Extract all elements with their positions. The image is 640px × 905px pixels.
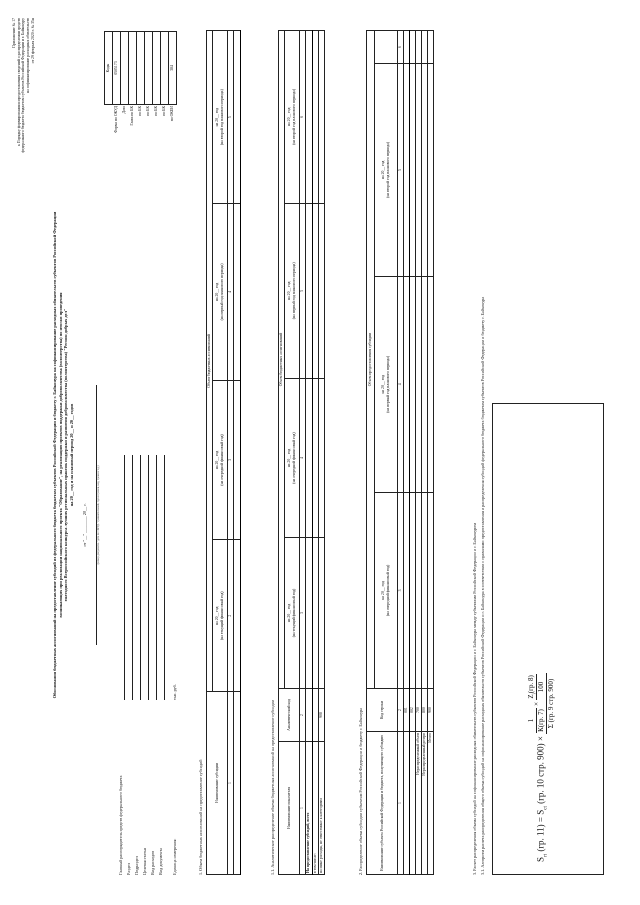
code-value bbox=[153, 32, 161, 105]
fraction-numerator bbox=[527, 673, 547, 734]
row-name: На предоставление субсидий, всего bbox=[305, 742, 312, 875]
field-row bbox=[158, 455, 166, 875]
col-num: 4 bbox=[300, 378, 306, 537]
code-value bbox=[145, 32, 153, 105]
fraction-denominator bbox=[547, 673, 556, 734]
units-value: тыс. руб. bbox=[172, 684, 177, 700]
codes-header: Коды bbox=[105, 32, 113, 105]
inner-fraction bbox=[527, 708, 546, 733]
title-line: ежегодного Всероссийского конкурса лучших региональных практик поддержки и развития добровольчества (волонтерства) "Регион добрых дел" bbox=[63, 308, 68, 602]
col-num: 1 bbox=[228, 692, 234, 875]
section3-sub: 3.1. Алгоритм расчета распределения общего объема субсидий на софинансирование расходных обязательств субъектов Российской Федерации и г. Байконура в соответствии с правилами предоставления и распределения субсидий федерального бюджета бюджетам субъектов Российской Федерации и бюджету г. Байконура bbox=[480, 296, 485, 875]
col-num: 5 bbox=[228, 31, 234, 204]
appendix-line: на софинансирование расходных обязательств bbox=[26, 18, 31, 93]
z-symbol: Z bbox=[527, 694, 535, 699]
group-header: Объем бюджетных ассигнований bbox=[279, 31, 285, 689]
units-row bbox=[172, 455, 180, 875]
field-label: Раздел bbox=[126, 863, 131, 875]
date-caption: (номер документа / дата по ОКУД / сравнительный, сдачи сроков, код, сроки и т.д.) bbox=[97, 465, 100, 565]
field-row bbox=[142, 455, 150, 875]
inner-num: 1 bbox=[527, 708, 537, 733]
year-label: на 20__ год bbox=[215, 282, 220, 302]
year-sub: (на текущий финансовый год) bbox=[292, 588, 296, 638]
z-args: (гр. 8) bbox=[527, 675, 535, 694]
col-num: 6 bbox=[398, 31, 404, 64]
year-label: на 20__ год bbox=[381, 375, 386, 394]
code-value bbox=[121, 32, 129, 105]
inner-den: К(гр. 7) bbox=[537, 709, 546, 732]
section11-title: 1.1. Аналитическое распределение объема бюджетных ассигнований на предоставление субсидии bbox=[270, 699, 275, 875]
section1-table bbox=[206, 30, 241, 875]
col-num: 3 bbox=[398, 492, 404, 688]
col-header: Аналитический код bbox=[279, 689, 300, 742]
form-title bbox=[52, 115, 74, 795]
group-header: Объем бюджетных ассигнований bbox=[207, 31, 213, 692]
formula-sub: ct bbox=[543, 806, 549, 810]
row-name: Нераспределенный объем bbox=[415, 732, 421, 875]
row-code: 700 bbox=[415, 689, 421, 732]
row-code: 002 bbox=[409, 689, 415, 732]
col-header: Наименование показателя bbox=[279, 742, 300, 875]
code-value bbox=[161, 32, 169, 105]
year-sub: (на очередной финансовый год) bbox=[220, 434, 224, 486]
field-label: Вид документа bbox=[158, 848, 163, 875]
section2-table bbox=[366, 30, 434, 875]
code-label: по БК bbox=[138, 106, 143, 116]
field-label: Целевая статья bbox=[142, 848, 147, 875]
sigma: Σ bbox=[547, 724, 556, 729]
codes-box bbox=[104, 31, 177, 167]
col-num: 4 bbox=[398, 276, 404, 492]
year-sub: (на второй год планового периода) bbox=[292, 88, 296, 145]
col-num: 6 bbox=[300, 31, 306, 204]
year-sub: (на первый год планового периода) bbox=[386, 355, 390, 413]
field-label: Главный распорядитель средств федерального бюджета bbox=[118, 775, 123, 875]
formula bbox=[527, 673, 556, 862]
inner-num bbox=[527, 674, 537, 699]
row-name: Нераспределенный резерв bbox=[421, 732, 427, 875]
row-code: 908 bbox=[318, 689, 324, 742]
den-args: (гр. 9 стр. 900) bbox=[547, 678, 556, 723]
section2-title: 2. Распределение объема субсидии субъектам Российской Федерации и бюджету г. Байконура bbox=[358, 707, 363, 875]
header-fields bbox=[118, 455, 180, 875]
formula-args: (гр. 10 стр. 900) × bbox=[535, 736, 546, 804]
col-num: 2 bbox=[300, 689, 306, 742]
inner-den: 100 bbox=[537, 681, 546, 693]
group-header: Объем предоставления субсидии bbox=[367, 31, 375, 689]
formula-args: (гр. 11) = S bbox=[535, 809, 546, 852]
field-row bbox=[126, 455, 134, 875]
appendix-block bbox=[12, 18, 36, 278]
code-value: 384 bbox=[169, 32, 177, 105]
year-label: на 20__ год bbox=[215, 606, 220, 625]
col-num: 1 bbox=[398, 732, 404, 875]
year-label: на 20__ год bbox=[215, 107, 220, 127]
code-label: Глава по БК bbox=[130, 106, 135, 126]
year-label: на 20__ год bbox=[215, 450, 220, 470]
row-code bbox=[305, 689, 312, 742]
row-code: 900 bbox=[427, 689, 433, 732]
code-label: по ОКЕИ bbox=[170, 106, 175, 122]
year-sub: (на второй год планового периода) bbox=[386, 141, 390, 198]
row-name: на иные расходы, не отнесенные к категориям bbox=[318, 742, 324, 875]
code-value bbox=[137, 32, 145, 105]
col-num: 3 bbox=[300, 538, 306, 689]
col-num: 4 bbox=[228, 204, 234, 380]
row-name: в том числе: bbox=[312, 742, 318, 875]
year-label: на 20__ год bbox=[287, 281, 292, 300]
col-num: 5 bbox=[398, 64, 404, 277]
field-label: Подраздел bbox=[134, 856, 139, 875]
formula-lhs: S bbox=[535, 856, 546, 862]
appendix-title: Приложение № 17 bbox=[12, 18, 16, 48]
field-row bbox=[118, 455, 126, 875]
code-label: по БК bbox=[154, 106, 159, 116]
col-header: Наименование субъекта Российской Федерации и бюджета, получающего субсидию bbox=[367, 732, 398, 875]
appendix-line: к Порядку формирования и предоставления сведений о распределении средств bbox=[16, 18, 21, 146]
year-label: на 20__ год bbox=[287, 448, 292, 468]
year-sub: (на текущий финансовый год) bbox=[220, 591, 224, 640]
col-num: 1 bbox=[300, 742, 306, 875]
year-label: на 20__ год bbox=[287, 107, 292, 126]
field-row bbox=[150, 455, 158, 875]
year-sub: (на первый год планового периода) bbox=[220, 263, 224, 321]
date-line: от "__" ________ 20__ г. bbox=[82, 503, 87, 547]
year-label: на 20__ год bbox=[381, 160, 386, 180]
units-label: Единица измерения: bbox=[172, 838, 177, 875]
col-num: 2 bbox=[398, 689, 404, 732]
formula-box bbox=[492, 403, 604, 875]
year-sub: (на первый год планового периода) bbox=[292, 262, 296, 320]
title-line: возникающих при реализации национального проекта "Образование", на реализацию проектов поддержки добровольчества (волонтерства) по итогам проведения bbox=[57, 292, 63, 618]
appendix-line: от 29 февраля 2020 г. № 35н bbox=[30, 18, 35, 64]
row-code: 001 bbox=[403, 689, 409, 732]
title-line: Обоснования бюджетных ассигнований на предоставление субсидий из федерального бюджета бюджетам субъектов Российской Федерации и бюджету г. Байконура на софинансирование расходных обязательств субъектов Российской Федерации bbox=[52, 211, 57, 699]
col-num: 3 bbox=[228, 380, 234, 540]
title-line: на 20__ год и на плановый период 20__ и 20__ годов bbox=[68, 403, 74, 507]
formula-fraction bbox=[527, 673, 556, 734]
inner-fraction bbox=[527, 674, 546, 699]
times-sign: × bbox=[532, 701, 541, 706]
section3-title: 3. Расчет распределения объема субсидий на софинансирование расходных обязательств субъектов Российской Федерации и г. Байконура между субъектами Российской Федерации и г. Байконуром bbox=[472, 523, 477, 875]
col-num: 5 bbox=[300, 203, 306, 378]
z-sub: i bbox=[531, 693, 537, 695]
col-num: 2 bbox=[228, 540, 234, 692]
col-header: Наименование субсидии bbox=[207, 692, 228, 875]
row-name: Итого bbox=[427, 732, 433, 875]
year-sub: (на второй год планового периода) bbox=[220, 89, 224, 146]
year-label: на 20__ год bbox=[287, 603, 292, 623]
code-label: Форма по ОКУД bbox=[114, 106, 119, 133]
code-label: по БК bbox=[162, 106, 167, 116]
code-label: по БК bbox=[146, 106, 151, 116]
section11-table bbox=[278, 30, 325, 875]
appendix-line: федерального бюджета бюджетам субъектов Российской Федерации и г. Байконуру bbox=[21, 18, 26, 153]
field-label: Вид расходов bbox=[150, 850, 155, 875]
year-sub: (на очередной финансовый год) bbox=[386, 564, 390, 617]
year-label: на 20__ год bbox=[381, 581, 386, 600]
col-header: Код строки bbox=[367, 689, 398, 732]
code-label: Дата bbox=[122, 106, 127, 114]
code-value: 0505173 bbox=[113, 32, 121, 105]
formula-sub: rt bbox=[543, 853, 549, 857]
code-value bbox=[129, 32, 137, 105]
field-row bbox=[134, 455, 142, 875]
section1-title: 1. Объем бюджетных ассигнований на предоставление субсидий bbox=[198, 759, 203, 875]
row-code: 800 bbox=[421, 689, 427, 732]
year-sub: (на очередной финансовый год) bbox=[292, 432, 296, 484]
